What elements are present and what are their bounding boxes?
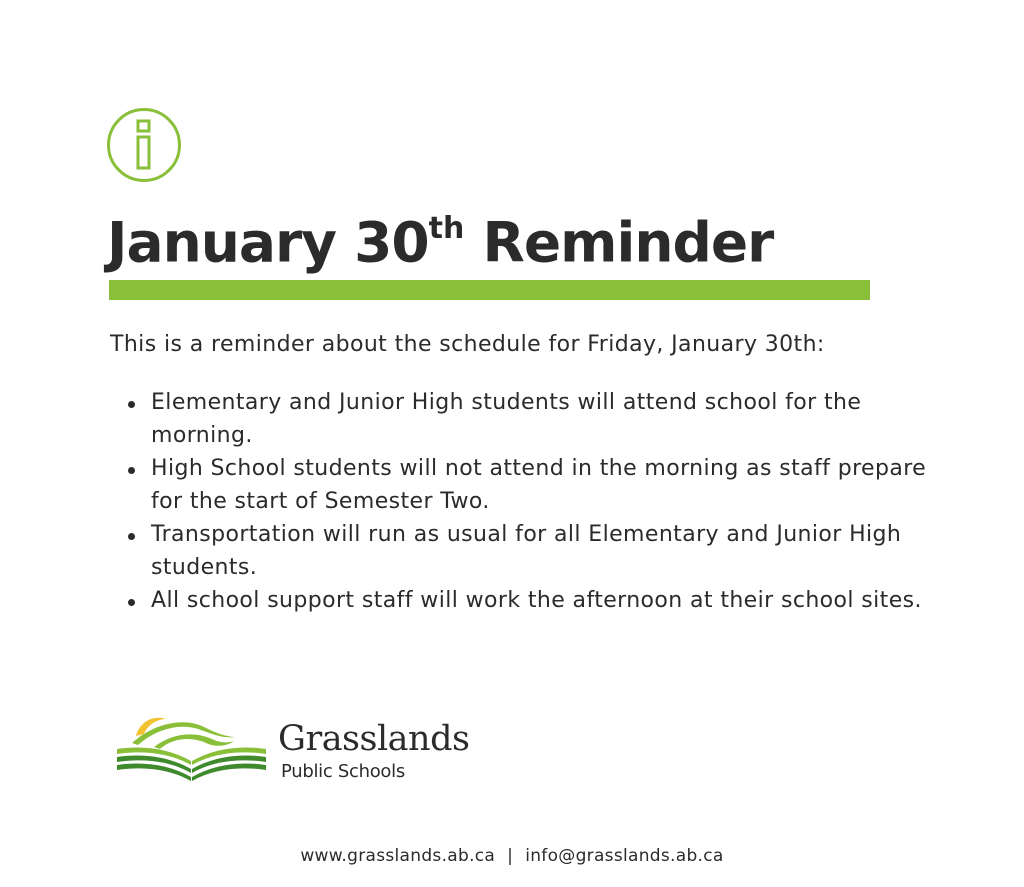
website-link[interactable]: www.grasslands.ab.ca [300, 846, 496, 866]
title-rest: Reminder [464, 210, 774, 275]
footer-contact [0, 846, 1024, 866]
info-icon [106, 107, 182, 183]
open-book-hills-logo-icon [114, 713, 269, 783]
list-item: Transportation will run as usual for all Elementary and Junior High students. [128, 518, 928, 584]
title-main: January 30 [107, 210, 429, 275]
title-divider [109, 280, 870, 300]
intro-text: This is a reminder about the schedule for Friday, January 30th: [110, 332, 825, 357]
email-link[interactable]: info@grasslands.ab.ca [525, 846, 724, 866]
logo-subtitle: Public Schools [281, 761, 405, 782]
page-title [107, 198, 773, 277]
footer-separator: | [507, 846, 514, 866]
title-superscript: th [428, 211, 465, 246]
logo-name: Grasslands [278, 719, 470, 759]
grasslands-logo [114, 713, 494, 783]
schedule-list [128, 386, 928, 617]
list-item: All school support staff will work the afternoon at their school sites. [128, 584, 928, 617]
list-item: High School students will not attend in the morning as staff prepare for the start of Semester Two. [128, 452, 928, 518]
list-item: Elementary and Junior High students will attend school for the morning. [128, 386, 928, 452]
